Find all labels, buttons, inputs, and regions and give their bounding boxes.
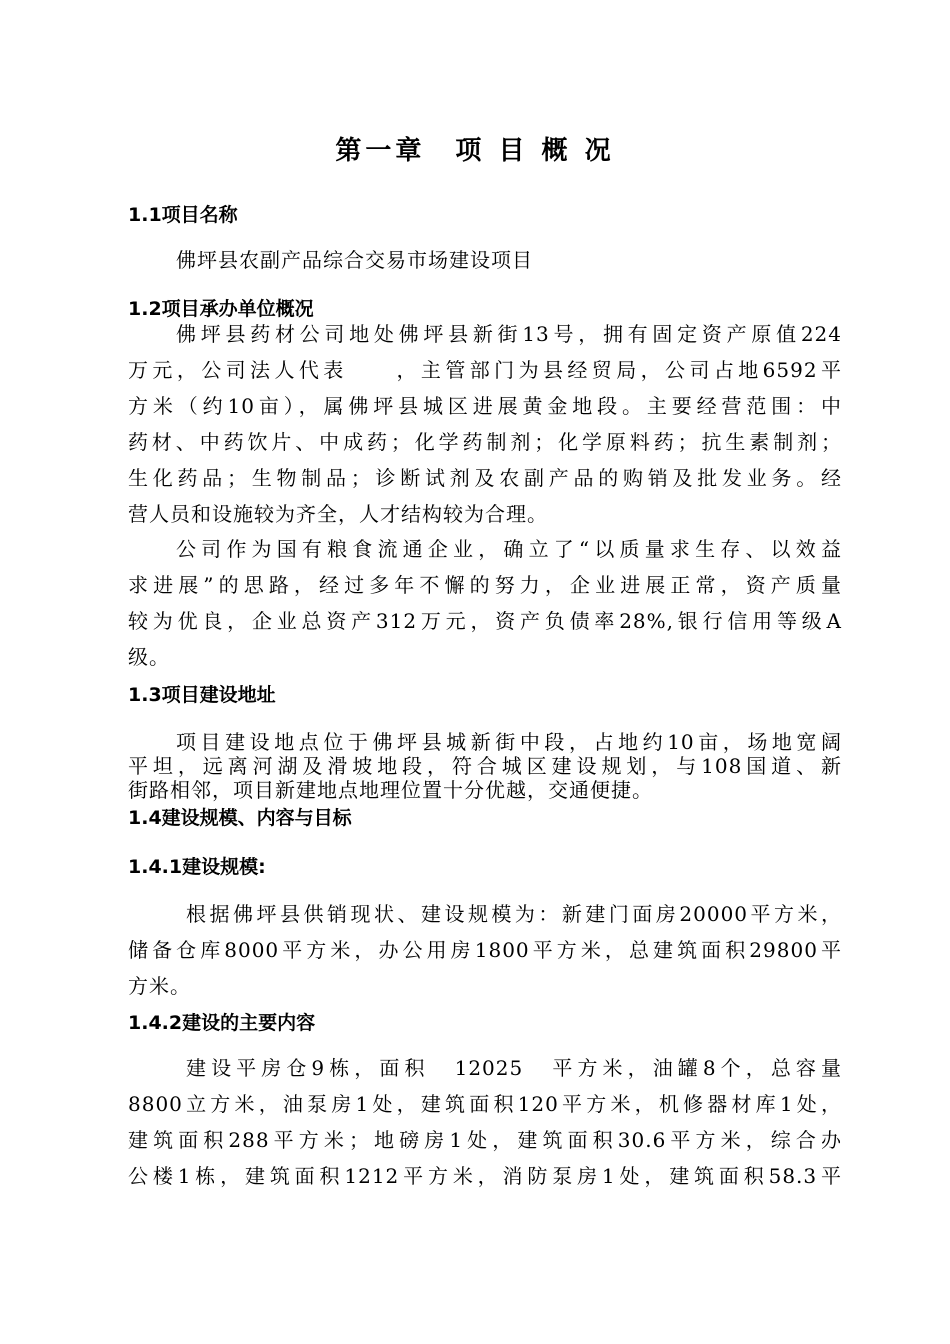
text-line: 较为优良，企业总资产312万元，资产负债率28%,银行信用等级A xyxy=(128,609,842,633)
organization-paragraph-2 xyxy=(128,531,842,675)
text-line: 街路相邻，项目新建地点地理位置十分优越，交通便捷。 xyxy=(128,778,653,802)
content-paragraph xyxy=(128,1050,842,1194)
text-line: 级。 xyxy=(128,645,170,669)
text-line: 储备仓库8000平方米，办公用房1800平方米，总建筑面积29800平 xyxy=(128,938,842,962)
text-line: 方米。 xyxy=(128,974,191,998)
text-line: 平坦，远离河湖及滑坡地段，符合城区建设规划，与108国道、新 xyxy=(128,754,842,778)
section-heading-1-4: 1.4建设规模、内容与目标 xyxy=(128,807,352,829)
section-heading-1-4-2: 1.4.2建设的主要内容 xyxy=(128,1012,316,1034)
text-line: 项目建设地点位于佛坪县城新街中段，占地约10亩，场地宽阔 xyxy=(176,730,842,754)
text-line: 根据佛坪县供销现状、建设规模为：新建门面房20000平方米， xyxy=(186,902,842,926)
project-name-paragraph xyxy=(128,242,842,278)
text-line: 公楼1栋，建筑面积1212平方米，消防泵房1处，建筑面积58.3平 xyxy=(128,1164,842,1188)
section-heading-1-1: 1.1项目名称 xyxy=(128,204,238,226)
site-paragraph xyxy=(128,730,842,802)
text-line: 公司作为国有粮食流通企业，确立了“以质量求生存、以效益 xyxy=(176,537,842,561)
text-line: 营人员和设施较为齐全，人才结构较为合理。 xyxy=(128,502,548,526)
text-line: 佛坪县农副产品综合交易市场建设项目 xyxy=(176,248,533,272)
section-heading-1-4-1: 1.4.1建设规模: xyxy=(128,856,266,878)
text-line: 生化药品；生物制品；诊断试剂及农副产品的购销及批发业务。经 xyxy=(128,466,842,490)
text-line: 佛坪县药材公司地处佛坪县新街13号，拥有固定资产原值224 xyxy=(176,322,842,346)
section-heading-1-2: 1.2项目承办单位概况 xyxy=(128,298,314,320)
section-heading-1-3: 1.3项目建设地址 xyxy=(128,684,276,706)
text-line: 8800立方米，油泵房1处，建筑面积120平方米，机修器材库1处， xyxy=(128,1092,842,1116)
text-line: 药材、中药饮片、中成药；化学药制剂；化学原料药；抗生素制剂； xyxy=(128,430,842,454)
text-line: 建筑面积288平方米；地磅房1处，建筑面积30.6平方米，综合办 xyxy=(128,1128,842,1152)
scale-paragraph xyxy=(128,896,842,1004)
text-line: 万元，公司法人代表 ，主管部门为县经贸局，公司占地6592平 xyxy=(128,358,842,382)
text-line: 求进展”的思路，经过多年不懈的努力，企业进展正常，资产质量 xyxy=(128,573,842,597)
text-line: 建设平房仓9栋，面积 12025 平方米，油罐8个，总容量 xyxy=(186,1056,842,1080)
text-line: 方米（约10亩），属佛坪县城区进展黄金地段。主要经营范围：中 xyxy=(128,394,842,418)
organization-paragraph-1 xyxy=(128,316,842,532)
chapter-title: 第一章 项 目 概 况 xyxy=(335,136,615,166)
